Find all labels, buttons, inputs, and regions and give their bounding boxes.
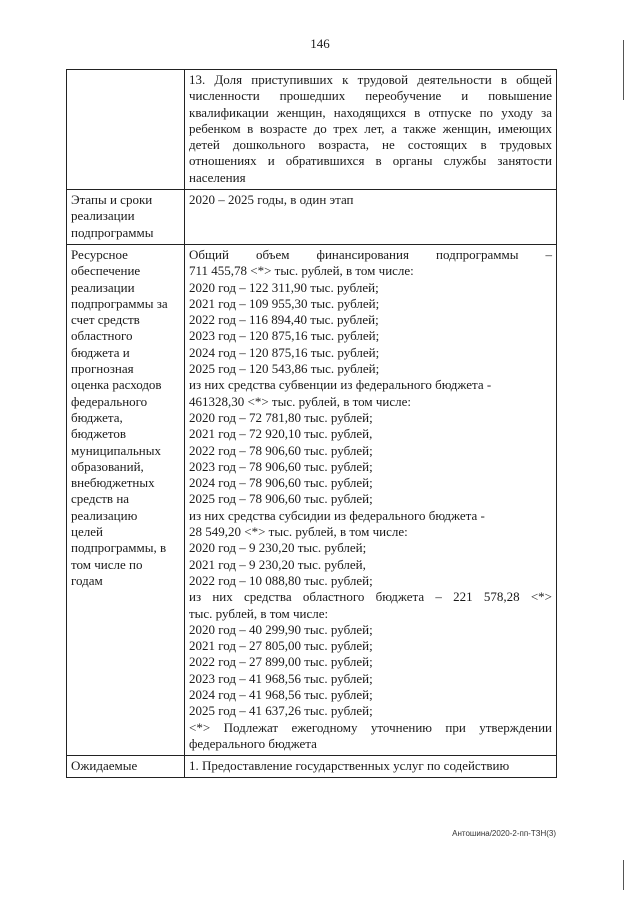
resources-label-line: федерального — [71, 393, 148, 409]
funding-line: 2021 год – 9 230,20 тыс. рублей, — [189, 556, 366, 572]
funding-line: 2025 год – 78 906,60 тыс. рублей; — [189, 491, 373, 507]
funding-line: 711 455,78 <*> тыс. рублей, в том числе: — [189, 263, 414, 279]
resources-value — [185, 244, 557, 755]
funding-line: 2023 год – 120 875,16 тыс. рублей; — [189, 328, 380, 344]
passport-table — [66, 69, 557, 778]
footnote-line: <*> Подлежат ежегодному уточнению при утверждении — [189, 719, 552, 735]
funding-line: 2022 год – 10 088,80 тыс. рублей; — [189, 572, 373, 588]
resources-label-line: реализации — [71, 279, 135, 295]
resources-label-line: бюджетов — [71, 426, 127, 442]
stages-label: Этапы и сроки реализации подпрограммы — [67, 190, 185, 245]
funding-line: 2021 год – 109 955,30 тыс. рублей; — [189, 295, 380, 311]
funding-line: тыс. рублей, в том числе: — [189, 605, 329, 621]
funding-line: 2022 год – 116 894,40 тыс. рублей; — [189, 312, 379, 328]
resources-label-line: Ресурсное — [71, 246, 128, 262]
resources-label-line: бюджета и — [71, 344, 130, 360]
table-row-expected — [67, 756, 557, 778]
funding-line: 2024 год – 120 875,16 тыс. рублей; — [189, 344, 380, 360]
resources-label-line: бюджета, — [71, 409, 123, 425]
resources-label-line: оценка расходов — [71, 377, 162, 393]
table-row-stages — [67, 190, 557, 245]
funding-line: 2020 год – 122 311,90 тыс. рублей; — [189, 279, 379, 295]
resources-label-line: подпрограммы за — [71, 295, 168, 311]
funding-line: 2025 год – 120 543,86 тыс. рублей; — [189, 361, 380, 377]
resources-label — [67, 244, 185, 755]
funding-line: из них средства субвенции из федерального бюджета - — [189, 377, 492, 393]
funding-line: 2024 год – 41 968,56 тыс. рублей; — [189, 686, 373, 702]
funding-line: 2021 год – 72 920,10 тыс. рублей, — [189, 426, 373, 442]
funding-line: 2020 год – 72 781,80 тыс. рублей; — [189, 409, 373, 425]
funding-line: 2020 год – 9 230,20 тыс. рублей; — [189, 540, 367, 556]
funding-total-line: Общий объем финансирования подпрограммы – — [189, 246, 552, 262]
resources-label-line: внебюджетных — [71, 475, 155, 491]
table-row-resources — [67, 244, 557, 755]
scan-edge-mark — [623, 40, 624, 100]
funding-line: из них средства субсидии из федерального бюджета - — [189, 507, 485, 523]
funding-line: 2022 год – 27 899,00 тыс. рублей; — [189, 654, 373, 670]
expected-value: 1. Предоставление государственных услуг по содействию — [185, 756, 557, 778]
resources-label-line: подпрограммы, в — [71, 540, 167, 556]
funding-line: 2023 год – 78 906,60 тыс. рублей; — [189, 458, 373, 474]
resources-label-line: обеспечение — [71, 263, 141, 279]
page-number: 146 — [310, 36, 330, 51]
resources-label-line: муниципальных — [71, 442, 162, 458]
table-row-indicator-13 — [67, 70, 557, 190]
stages-value: 2020 – 2025 годы, в один этап — [185, 190, 557, 245]
funding-line: 461328,30 <*> тыс. рублей, в том числе: — [189, 393, 412, 409]
resources-label-line: счет средств — [71, 312, 140, 328]
resources-label-line: образований, — [71, 458, 144, 474]
funding-line: 2022 год – 78 906,60 тыс. рублей; — [189, 442, 373, 458]
resources-label-line: целей — [71, 524, 103, 540]
resources-label-line: прогнозная — [71, 361, 134, 377]
indicator-13-text: 13. Доля приступивших к трудовой деятельности в общей численности прошедших переобучение и повышение квалификации женщин, находящихся в отпуске по уходу за ребенком в возрасте до трех лет, а также женщин, имеющих детей дошкольного возраста, не состоящих в трудовых отношениях и обратившихся в органы службы занятости населения — [185, 70, 557, 190]
document-code: Антошина/2020-2-пп-ТЗН(3) — [452, 829, 556, 838]
scan-edge-mark — [623, 860, 624, 890]
funding-line: 2024 год – 78 906,60 тыс. рублей; — [189, 475, 373, 491]
funding-line: 2021 год – 27 805,00 тыс. рублей; — [189, 638, 373, 654]
funding-line: 2020 год – 40 299,90 тыс. рублей; — [189, 621, 373, 637]
cell-label-empty — [67, 70, 185, 190]
funding-line: 2023 год – 41 968,56 тыс. рублей; — [189, 670, 373, 686]
funding-line: 2025 год – 41 637,26 тыс. рублей; — [189, 703, 373, 719]
resources-label-line: годам — [71, 572, 103, 588]
funding-line: из них средства областного бюджета – 221 578,28 <*> — [189, 589, 552, 605]
resources-label-line: областного — [71, 328, 133, 344]
funding-line: 28 549,20 <*> тыс. рублей, в том числе: — [189, 524, 408, 540]
resources-label-line: реализацию — [71, 507, 138, 523]
resources-label-line: том числе по — [71, 556, 143, 572]
expected-label: Ожидаемые — [67, 756, 185, 778]
resources-label-line: средств на — [71, 491, 130, 507]
footnote-line: федерального бюджета — [189, 735, 317, 751]
